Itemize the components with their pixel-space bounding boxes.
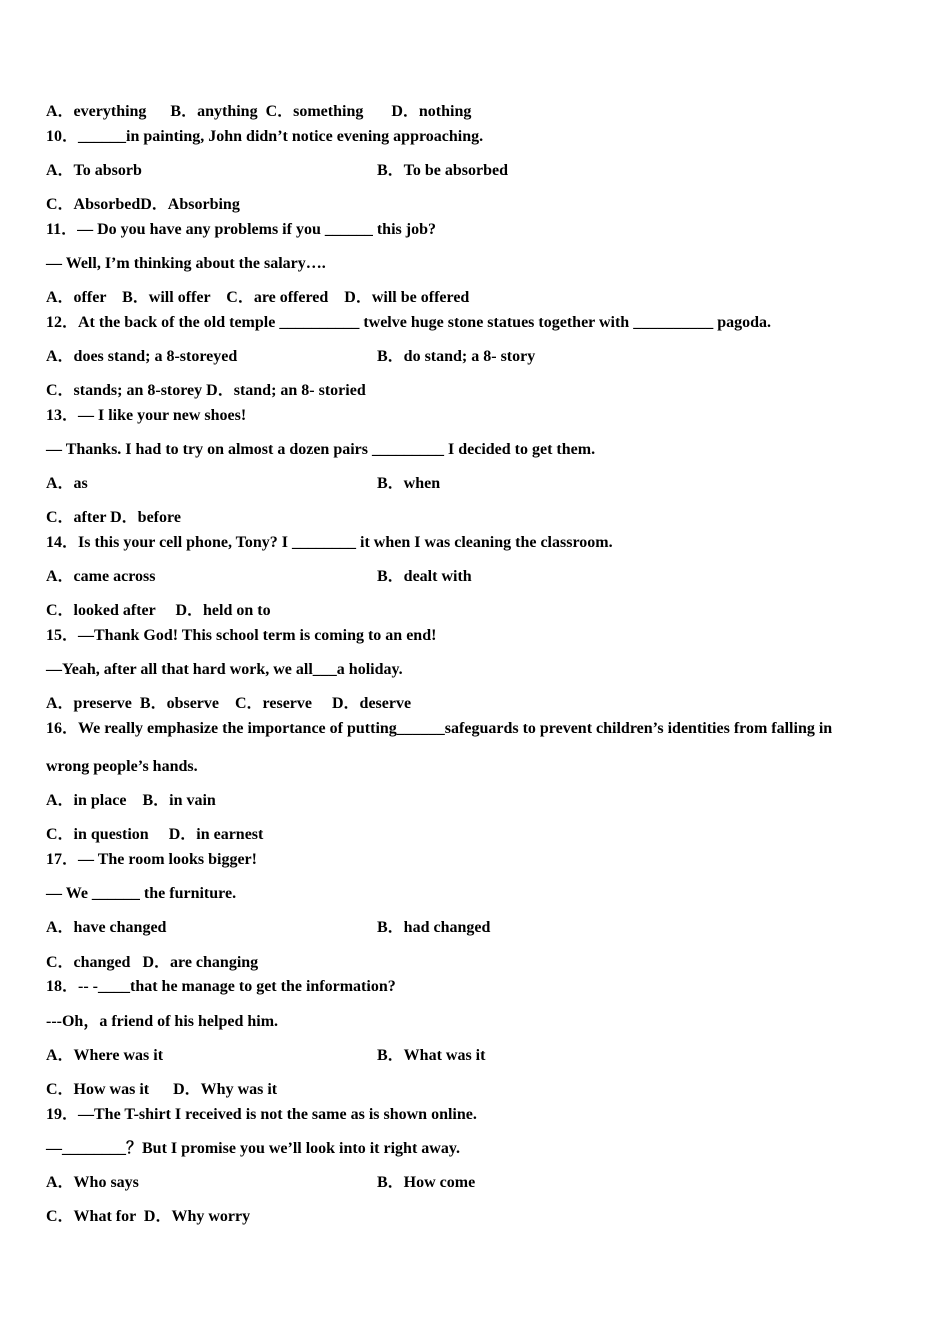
q14-option-a: A．came across — [46, 568, 156, 585]
q10-options-cd: C．AbsorbedD．Absorbing — [46, 196, 240, 213]
q15-options: A．preserve B．observe C．reserve D．deserve — [46, 695, 412, 712]
q10-option-a: A．To absorb — [46, 162, 142, 179]
q16-options-ab: A．in place B．in vain — [46, 792, 216, 809]
q13-options-ab — [46, 474, 441, 494]
q13-option-b: B．when — [377, 475, 441, 492]
q18-options-cd: C．How was it D．Why was it — [46, 1081, 278, 1098]
q12-options-cd: C．stands; an 8-storey D．stand; an 8- storied — [46, 382, 366, 399]
q18-reply: ---Oh，a friend of his helped him. — [46, 1013, 279, 1030]
q14-options-cd: C．looked after D．held on to — [46, 602, 271, 619]
q16-stem-line1: 16．We really emphasize the importance of putting______safeguards to prevent children’s identities from falling in — [46, 720, 833, 737]
q11-options: A．offer B．will offer C．are offered D．will be offered — [46, 289, 470, 306]
q11-stem: 11．— Do you have any problems if you ______ this job? — [46, 221, 436, 238]
q14-option-b: B．dealt with — [377, 568, 472, 585]
q18-stem: 18．-- -____that he manage to get the information? — [46, 978, 396, 995]
q17-options-cd: C．changed D．are changing — [46, 954, 259, 971]
q18-option-a: A．Where was it — [46, 1047, 164, 1064]
q17-option-a: A．have changed — [46, 919, 167, 936]
q13-option-a: A．as — [46, 475, 88, 492]
q16-stem-line2: wrong people’s hands. — [46, 758, 198, 775]
q19-option-b: B．How come — [377, 1174, 476, 1191]
q12-stem: 12．At the back of the old temple __________ twelve huge stone statues together with __________ pagoda. — [46, 314, 771, 331]
q17-option-b: B．had changed — [377, 919, 491, 936]
q14-options-ab — [46, 567, 472, 587]
q16-options-cd: C．in question D．in earnest — [46, 826, 264, 843]
q11-reply: — Well, I’m thinking about the salary…. — [46, 255, 326, 272]
q18-options-ab — [46, 1046, 486, 1066]
q9-options: A．everything B．anything C．something D．nothing — [46, 103, 472, 120]
q12-option-a: A．does stand; a 8-storeyed — [46, 348, 238, 365]
q10-options-ab — [46, 161, 509, 181]
q19-options-ab — [46, 1173, 476, 1193]
q15-stem: 15．—Thank God! This school term is coming to an end! — [46, 627, 437, 644]
q12-options-ab — [46, 347, 536, 367]
q19-options-cd: C．What for D．Why worry — [46, 1208, 251, 1225]
q19-reply: —________？But I promise you we’ll look into it right away. — [46, 1140, 460, 1157]
q12-option-b: B．do stand; a 8- story — [377, 348, 536, 365]
q18-option-b: B．What was it — [377, 1047, 486, 1064]
q10-stem: 10．______in painting, John didn’t notice evening approaching. — [46, 128, 484, 145]
q13-stem: 13．— I like your new shoes! — [46, 407, 247, 424]
q15-reply: —Yeah, after all that hard work, we all___a holiday. — [46, 661, 403, 678]
q13-options-cd: C．after D．before — [46, 509, 181, 526]
q17-reply: — We ______ the furniture. — [46, 885, 237, 902]
q13-reply: — Thanks. I had to try on almost a dozen pairs _________ I decided to get them. — [46, 441, 596, 458]
q19-option-a: A．Who says — [46, 1174, 139, 1191]
q14-stem: 14．Is this your cell phone, Tony? I ________ it when I was cleaning the classroom. — [46, 534, 613, 551]
q19-stem: 19．—The T-shirt I received is not the same as is shown online. — [46, 1106, 477, 1123]
q17-options-ab — [46, 918, 491, 938]
q10-option-b: B．To be absorbed — [377, 162, 509, 179]
q17-stem: 17．— The room looks bigger! — [46, 851, 257, 868]
